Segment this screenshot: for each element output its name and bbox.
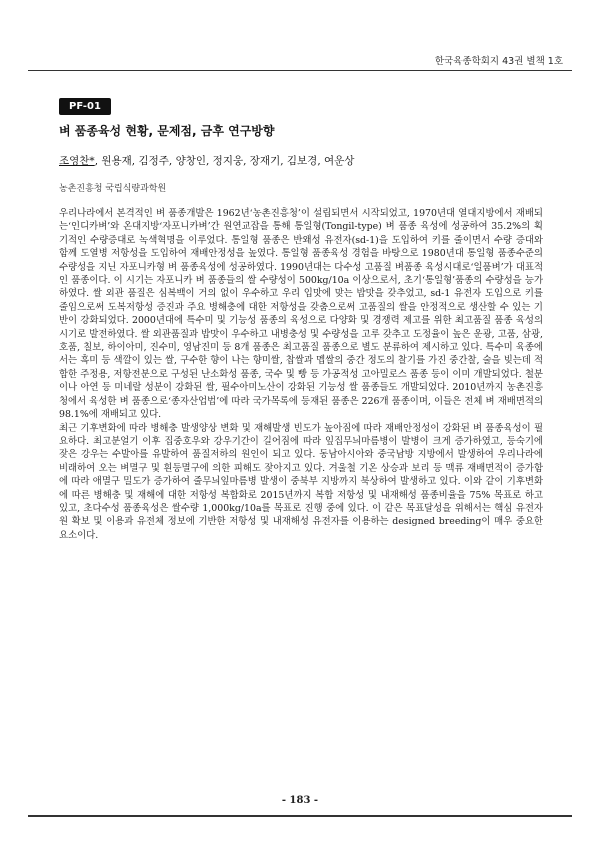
author-line xyxy=(59,153,354,168)
journal-header: 한국육종학회지 43권 별책 1호 xyxy=(434,56,563,67)
header-rule xyxy=(28,70,572,71)
body-paragraph-1: 우리나라에서 본격적인 벼 품종개발은 1962년‘농촌진흥청’이 설립되면서 시작되었고, 1970년대 열대지방에서 재배되는‘인디카벼’와 온대지방‘자포니카벼’간 원연교잡을 통해 통일형(Tongil-type) 벼 품종 육성에 성공하여 35.2%의 획기적인 수량증대로 녹색혁명을 이루었다. 통일형 품종은 반왜성 유전자(sd-1)을 도입하여 키를 줄이면서 수량 증대와 함께 도열병 저항성을 도입하여 재배안정성을 높였다. 통일형 품종육성 경험을 바탕으로 1980년대 통일형 품종수준의 수량성을 지닌 자포니카형 벼 품종육성에 성공하였다. 1990년대는 다수성 고품질 벼품종 육성시대로‘일품벼’가 대표적인 품종이다. 이 시기는 자포니카 벼 품종들의 쌀 수량성이 500kg/10a 이상으로서, 초기‘통일형’품종의 수량성을 능가하였다. 쌀 외관 품질은 심복백이 거의 없이 우수하고 우리 입맛에 맞는 밥맛을 갖추었고, sd-1 유전자 도입으로 키를 줄임으로써 도복저항성 증진과 주요 병해충에 대한 저항성을 갖춤으로써 고품질의 쌀을 안정적으로 생산할 수 있는 기반이 강화되었다. 2000년대에 특수미 및 기능성 품종의 육성으로 다양화 및 경쟁력 제고를 위한 최고품질 품종 육성의 시기로 발전하였다. 쌀 외관품질과 밥맛이 우수하고 내병충성 및 수량성을 고루 갖추고 도정율이 높은 운광, 고품, 삼광, 호품, 칠보, 하이아미, 진수미, 영남진미 등 8개 품종은 최고품질 품종으로 별도 분류하여 제시하고 있다. 특수미 육종에서는 흑미 등 색깔이 있는 쌀, 구수한 향이 나는 향미쌀, 찹쌀과 멥쌀의 중간 정도의 찰기를 가진 중간찰, 술을 빚는데 적합한 주정용, 저항전분으로 구성된 난소화성 품종, 국수 및 빵 등 가공적성 고아밀로스 품종 등이 이미 개발되었다. 철분이나 아연 등 미네랄 성분이 강화된 쌀, 필수아미노산이 강화된 기능성 쌀 품종들도 개발되었다. 2010년까지 농촌진흥청에서 육성한 벼 품종으로‘종자산업법’에 따라 국가목록에 등재된 품종은 226개 품종이며, 이들은 전체 벼 재배면적의 98.1%에 재배되고 있다. xyxy=(59,208,543,421)
footer-rule xyxy=(28,815,572,817)
abstract-body xyxy=(59,207,543,542)
affiliation: 농촌진흥청 국립식량과학원 xyxy=(59,184,167,194)
abstract-title: 벼 품종육성 현황, 문제점, 금후 연구방향 xyxy=(59,124,275,138)
body-paragraph-2: 최근 기후변화에 따라 병해충 발생양상 변화 및 재해발생 빈도가 높아짐에 따라 재배안정성이 강화된 벼 품종육성이 필요하다. 최고분얼기 이후 집중호우와 강우기간이 길어짐에 따라 잎집무늬마름병이 발병이 크게 증가하였고, 등숙기에 잦은 강우는 수발아를 유발하여 품질저하의 원인이 되고 있다. 동남아시아와 중국남방 지방에서 발생하여 우리나라에 비래하여 오는 벼멸구 및 흰등멸구에 의한 피해도 잦아지고 있다. 겨울철 기온 상승과 보리 등 맥류 재배면적이 증가함에 따라 애멸구 밀도가 증가하여 줄무늬잎마름병 발생이 중북부 지방까지 북상하여 발생하고 있다. 이와 같이 기후변화에 따른 병해충 및 재해에 대한 저항성 복합화로 2015년까지 복합 저항성 및 내재해성 품종비율을 75% 목표로 하고 있고, 초다수성 품종육성은 쌀수량 1,000kg/10a를 목표로 진행 중에 있다. 이 같은 목표달성을 위해서는 핵심 유전자원 확보 및 이용과 유전체 정보에 기반한 저항성 및 내재해성 유전자를 이용하는 designed breeding이 매우 중요한 요소이다. xyxy=(59,422,543,541)
page-number: - 183 - xyxy=(281,795,319,806)
coauthor-names: , 원용재, 김정주, 양창인, 정지웅, 장재기, 김보경, 여운상 xyxy=(94,155,355,167)
presenter-name: 조영찬* xyxy=(59,155,95,167)
abstract-tag: PF-01 xyxy=(59,98,111,115)
